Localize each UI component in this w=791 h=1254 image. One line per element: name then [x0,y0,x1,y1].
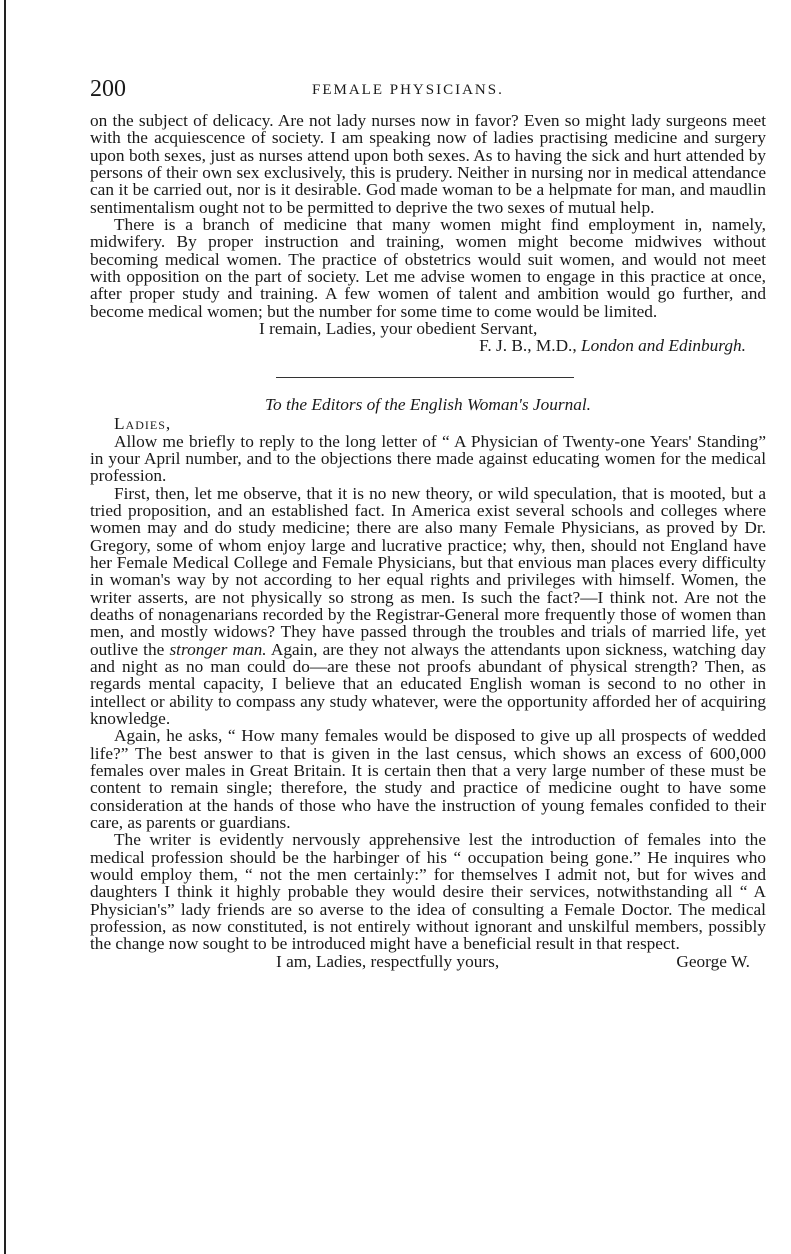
letter2-signature: George W. [676,951,750,971]
letter1-paragraph-1: on the subject of delicacy. Are not lady nurses now in favor? Even so might lady surgeons meet with the acquiescence of society. I am speaking now of ladies practising medicine and surgery upon both sexes, just as nurses attend upon both sexes. As to having the sick and hurt attended by persons of their own sex exclusively, this is prudery. Neither in nursing nor in medical attendance can it be carried out, nor is it desirable. God made woman to be a helpmate for man, and maudlin sentimentalism ought not to be permitted to deprive the two sexes of mutual help. [90,111,766,217]
letter1-signature-initials: F. J. B., M.D., [479,336,582,356]
page-number: 200 [90,76,126,102]
letter2-salutation: Ladies, [114,414,172,434]
letter1-closing: I remain, Ladies, your obedient Servant, [259,319,538,339]
letter2-paragraph-4: The writer is evidently nervously apprehensive lest the introduction of females into the medical profession should be the harbinger of his “ occupation being gone.” He inquires who would employ them, “ not the men certainly:” for themselves I admit not, but for wives and daughters I think it highly probable they would desire their services, notwithstanding all “ A Physician's” lady friends are so averse to the idea of consulting a Female Doctor. The medical profession, as now constituted, is not entirely without ignorant and unskilful members, possibly the change now sought to be introduced might have a beneficial result in that respect. [90,830,766,954]
letter1-signature [90,337,766,354]
letter2-paragraph-2 [90,485,766,728]
letter2-paragraph-1: Allow me briefly to reply to the long letter of “ A Physician of Twenty-one Years' Standing” in your April number, and to the objections there made against educating women for the medical profession. [90,431,766,486]
section-divider [276,377,574,378]
letter2-paragraph-2-part-a: First, then, let me observe, that it is no new theory, or wild speculation, that is mooted, but a tried proposition, and an established fact. In America exist several schools and colleges where women may and do study medicine; there are also many Female Physicians, as proved by Dr. Gregory, some of whom enjoy large and lucrative practice; why, then, should not England have her Female Medical College and Female Physicians, but that envious man places every difficulty in woman's way by not according to her equal rights and privileges with himself. Women, the writer asserts, are not physically so strong as men. Is such the fact?—I think not. Are not the deaths of nonagenarians recorded by the Registrar-General more frequently those of women than men, and mostly widows? They have passed through the troubles and trials of married life, yet outlive the [90,483,766,659]
running-title: FEMALE PHYSICIANS. [312,82,504,98]
letter1-signature-place: London and Edinburgh. [581,336,746,356]
letter2-heading: To the Editors of the English Woman's Journal. [265,394,591,414]
letter2-paragraph-3: Again, he asks, “ How many females would be disposed to give up all prospects of wedded life?” The best answer to that is given in the last census, which shows an excess of 600,000 females over males in Great Britain. It is certain then that a very large number of these must be content to remain single; therefore, the study and practice of medicine ought to have some consideration at the hands of those who have the instruction of young females confided to their care, as parents or guardians. [90,726,766,833]
letter2-paragraph-2-part-b: Again, are they not always the attendants upon sickness, watching day and night as no man could do—are these not proofs abundant of physical strength? Then, as regards mental capacity, I believe that an educated English woman is second to no other in intellect or ability to compass any study whatever, were the opportunity afforded her of acquiring knowledge. [90,639,766,728]
page-edge-rule [4,0,6,1254]
page-header [90,74,766,104]
letter2-closing-line [90,953,766,970]
letter1-paragraph-2: There is a branch of medicine that many women might find employment in, namely, midwifery. By proper instruction and training, women might become midwives without becoming medical women. The practice of obstetrics would suit women, and would not meet with opposition on the part of society. Let me advise women to engage in this practice at once, after proper study and training. A few women of talent and ambition would go further, and become medical women; but the number for some time to come would be limited. [90,215,766,321]
letter2-emphasis-stronger-man: stronger man. [169,639,267,659]
letter2-closing: I am, Ladies, respectfully yours, [276,951,500,971]
text-column [90,112,766,970]
